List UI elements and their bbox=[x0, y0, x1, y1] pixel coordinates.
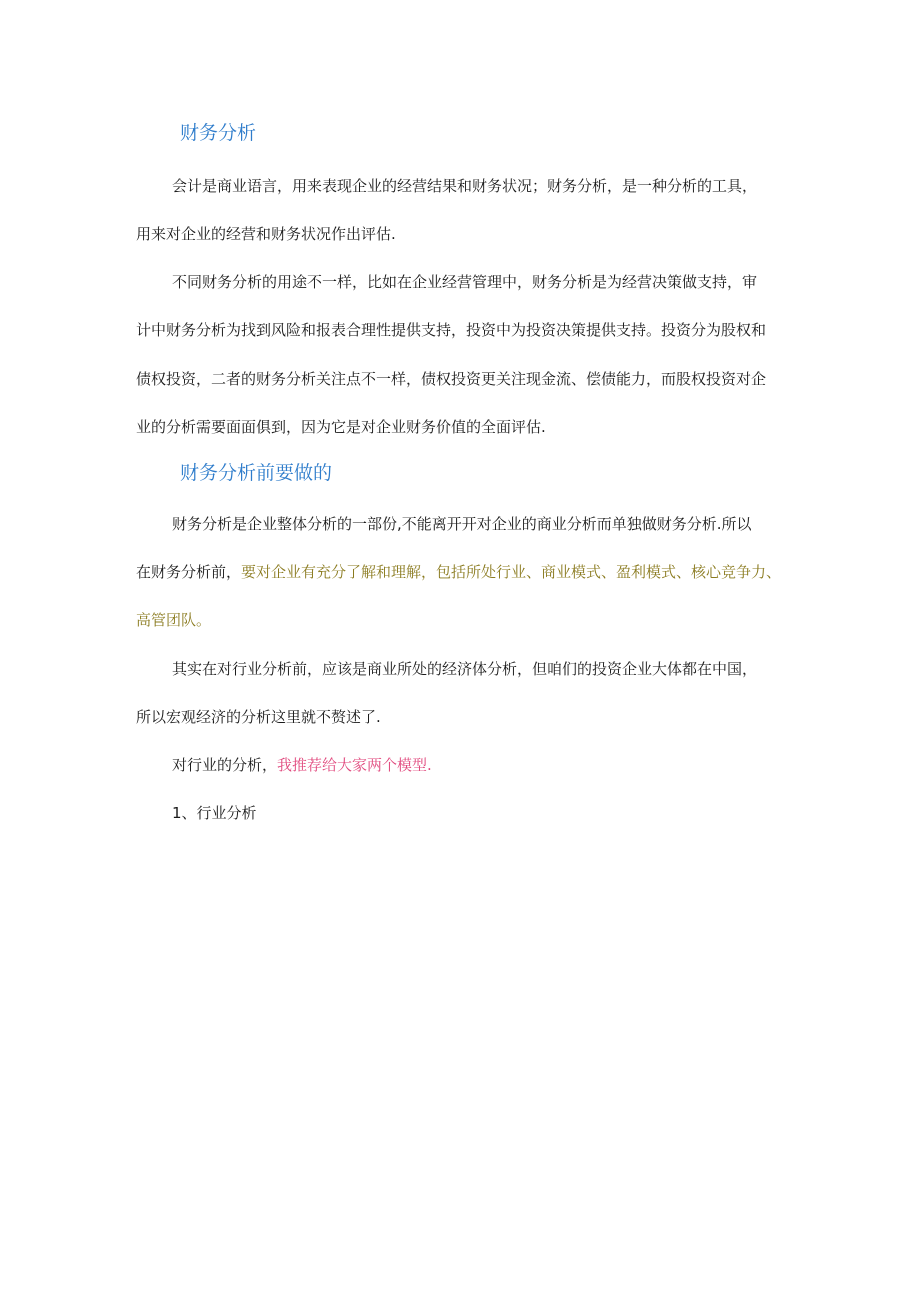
section-heading-pre-analysis: 财务分析前要做的 bbox=[180, 462, 333, 484]
paragraph-line-mixed bbox=[136, 562, 781, 582]
paragraph-line: 其实在对行业分析前，应该是商业所处的经济体分析，但咱们的投资企业大体都在中国， bbox=[172, 660, 758, 678]
paragraph-line: 用来对企业的经营和财务状况作出评估. bbox=[136, 225, 396, 243]
paragraph-line: 不同财务分析的用途不一样，比如在企业经营管理中，财务分析是为经营决策做支持，审 bbox=[172, 273, 758, 291]
plain-text: 对行业的分析， bbox=[172, 756, 278, 774]
paragraph-line: 债权投资，二者的财务分析关注点不一样，债权投资更关注现金流、偿债能力，而股权投资对企 bbox=[136, 370, 767, 388]
highlighted-text: 高管团队。 bbox=[136, 611, 212, 629]
paragraph-line-mixed bbox=[172, 755, 432, 775]
plain-text: 在财务分析前， bbox=[136, 563, 242, 581]
list-item: 1、行业分析 bbox=[172, 804, 257, 822]
paragraph-line: 业的分析需要面面俱到，因为它是对企业财务价值的全面评估. bbox=[136, 418, 546, 436]
section-heading-financial-analysis: 财务分析 bbox=[180, 122, 257, 144]
paragraph-line: 财务分析是企业整体分析的一部份,不能离开开对企业的商业分析而单独做财务分析.所以 bbox=[172, 515, 752, 533]
paragraph-line: 会计是商业语言，用来表现企业的经营结果和财务状况；财务分析，是一种分析的工具， bbox=[172, 177, 758, 195]
highlighted-text: 要对企业有充分了解和理解，包括所处行业、商业模式、盈利模式、核心竞争力、 bbox=[241, 563, 782, 581]
paragraph-line: 计中财务分析为找到风险和报表合理性提供支持，投资中为投资决策提供支持。投资分为股权和 bbox=[136, 321, 767, 339]
highlighted-text: 我推荐给大家两个模型. bbox=[277, 756, 432, 774]
paragraph-line: 所以宏观经济的分析这里就不赘述了. bbox=[136, 708, 381, 726]
